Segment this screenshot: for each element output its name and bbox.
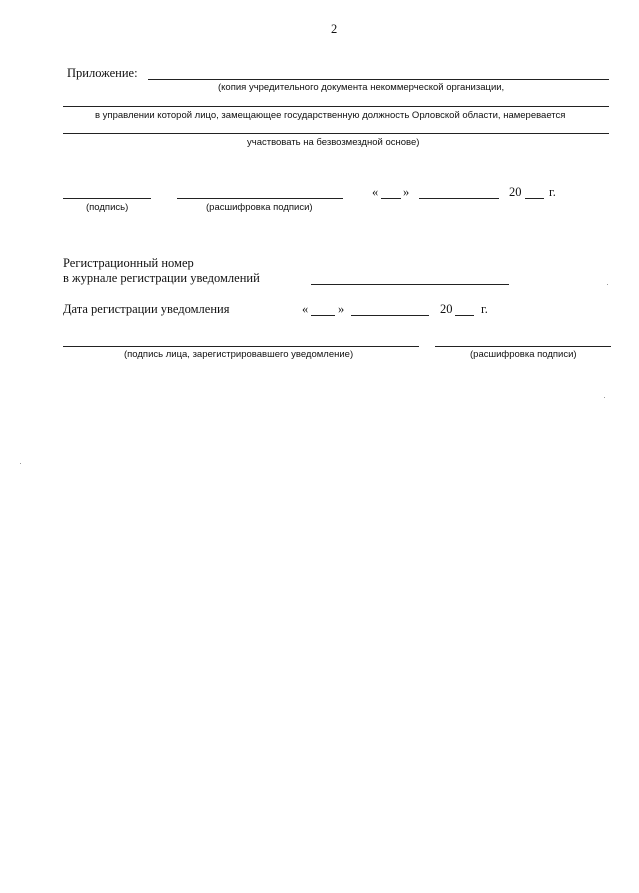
decoding-caption: (расшифровка подписи)	[206, 202, 313, 213]
date-open-quote: «	[372, 185, 379, 199]
signature-decoding-line	[177, 198, 343, 199]
date-year-suffix: г.	[549, 185, 556, 199]
attachment-hint-line3: участвовать на безвозмездной основе)	[247, 137, 420, 148]
attachment-line-2	[63, 106, 609, 107]
registration-year-suffix: г.	[481, 302, 488, 316]
registrar-decoding-caption: (расшифровка подписи)	[470, 349, 577, 360]
registration-date-label: Дата регистрации уведомления	[63, 302, 230, 316]
date-month-line	[419, 198, 499, 199]
scan-speck	[604, 397, 605, 398]
registration-number-label-line1: Регистрационный номер	[63, 256, 194, 270]
registration-year-line	[455, 315, 474, 316]
attachment-hint-line1: (копия учредительного документа некоммерческой организации,	[218, 82, 505, 93]
registrar-caption: (подпись лица, зарегистрировавшего уведомление)	[124, 349, 354, 360]
registration-date-close-quote: »	[338, 302, 345, 316]
registration-date-open-quote: «	[302, 302, 309, 316]
registration-number-line	[311, 284, 509, 285]
registration-month-line	[351, 315, 429, 316]
registrar-signature-line	[63, 346, 419, 347]
registration-year-prefix: 20	[440, 302, 453, 316]
attachment-label: Приложение:	[67, 66, 138, 80]
date-day-line	[381, 198, 401, 199]
date-year-line	[525, 198, 544, 199]
scan-speck	[20, 463, 21, 464]
date-close-quote: »	[403, 185, 410, 199]
registration-number-label-line2: в журнале регистрации уведомлений	[63, 271, 260, 285]
signature-caption: (подпись)	[86, 202, 129, 213]
scan-speck	[607, 284, 608, 285]
page-number: 2	[331, 22, 338, 36]
signature-line	[63, 198, 151, 199]
attachment-line-1	[148, 79, 609, 80]
attachment-hint-line2: в управлении которой лицо, замещающее государственную должность Орловской области, намеревается	[95, 110, 566, 121]
attachment-line-3	[63, 133, 609, 134]
registration-day-line	[311, 315, 335, 316]
registrar-decoding-line	[435, 346, 611, 347]
date-year-prefix: 20	[509, 185, 522, 199]
